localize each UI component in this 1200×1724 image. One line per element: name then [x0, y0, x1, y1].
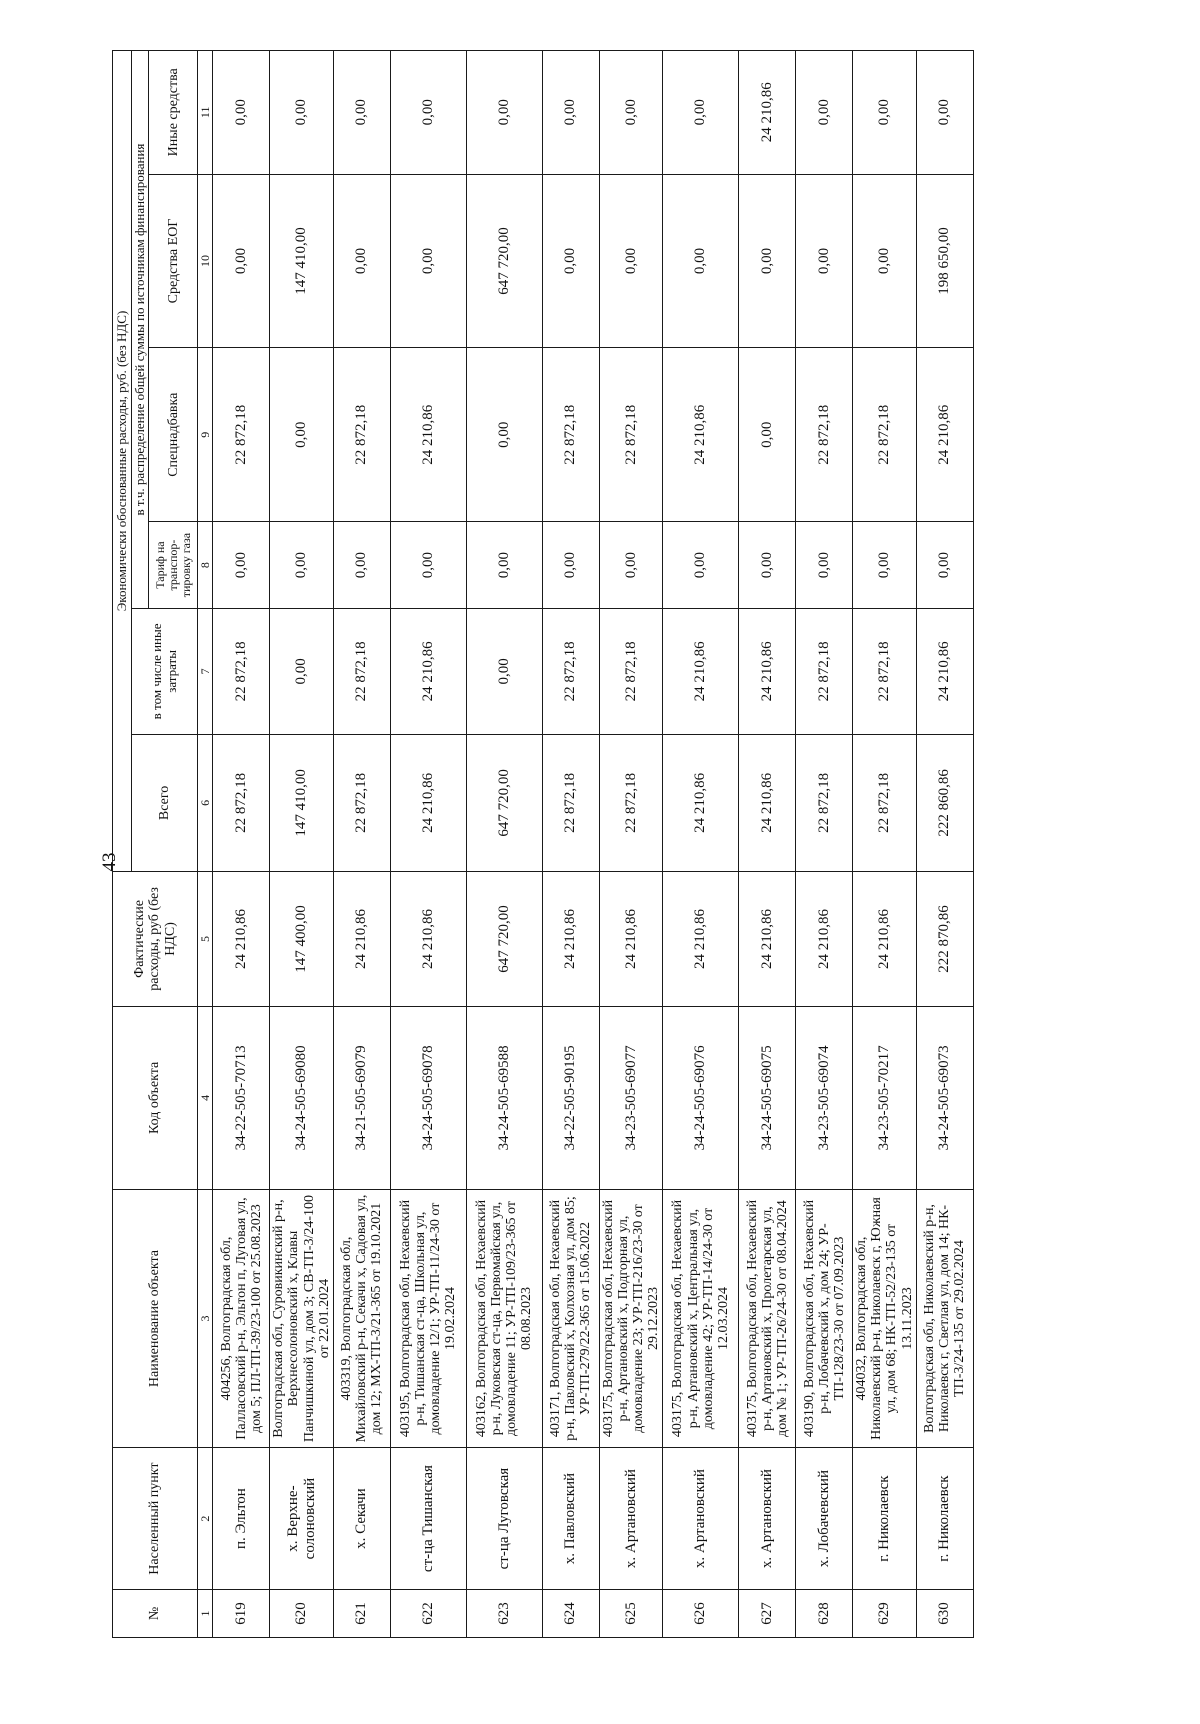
row-incl-other: 24 210,86 [390, 609, 466, 735]
row-special: 0,00 [739, 348, 796, 522]
row-special: 22 872,18 [599, 348, 662, 522]
column-number: 4 [198, 1006, 213, 1189]
row-actual-costs: 24 210,86 [739, 871, 796, 1006]
row-no: 621 [333, 1589, 390, 1637]
table-row [739, 51, 796, 1638]
row-eog: 198 650,00 [916, 174, 973, 348]
row-locality: х. Верхне-солоновский [270, 1448, 333, 1590]
row-special: 22 872,18 [213, 348, 270, 522]
row-object-name: 403319, Волгоградская обл, Михайловский р-н, Секачи х, Садовая ул, дом 12; МХ-ТП-3/21-365 от 19.10.2021 [333, 1189, 390, 1447]
row-locality: ст-ца Тишанская [390, 1448, 466, 1590]
header-tariff: Тариф на транспор-тировку газа [149, 522, 198, 609]
header-special: Спецнадбавка [149, 348, 198, 522]
header-total: Всего [132, 734, 198, 871]
table-row [213, 51, 270, 1638]
header-actual-costs: Фактические расходы, руб (без НДС) [113, 871, 198, 1006]
row-locality: х. Лобачевский [796, 1448, 853, 1590]
row-total: 22 872,18 [213, 734, 270, 871]
row-tariff: 0,00 [853, 522, 916, 609]
row-eog: 0,00 [853, 174, 916, 348]
table-row [466, 51, 542, 1638]
row-locality: х. Секачи [333, 1448, 390, 1590]
row-object-name: 403162, Волгоградская обл, Нехаевский р-н, Луковская ст-ца, Первомайская ул, домовладение 11; УР-ТП-109/23-365 от 08.08.2023 [466, 1189, 542, 1447]
row-incl-other: 0,00 [270, 609, 333, 735]
row-no: 625 [599, 1589, 662, 1637]
row-tariff: 0,00 [213, 522, 270, 609]
table-row [542, 51, 599, 1638]
row-actual-costs: 24 210,86 [796, 871, 853, 1006]
row-no: 629 [853, 1589, 916, 1637]
row-incl-other: 22 872,18 [213, 609, 270, 735]
row-total: 22 872,18 [333, 734, 390, 871]
row-object-name: Волгоградская обл, Суровикинский р-н, Верхнесолоновский х, Клавы Панчишкиной ул, дом 3; СВ-ТП-3/24-100 от 22.01.2024 [270, 1189, 333, 1447]
row-object-code: 34-23-505-69077 [599, 1006, 662, 1189]
header-eog: Средства ЕОГ [149, 174, 198, 348]
header-no: № [113, 1589, 198, 1637]
column-number: 9 [198, 348, 213, 522]
rotated-table-container [112, 50, 1200, 1638]
row-locality: х. Артановский [663, 1448, 739, 1590]
row-actual-costs: 222 870,86 [916, 871, 973, 1006]
header-object-name: Наименование объекта [113, 1189, 198, 1447]
row-locality: г. Николаевск [853, 1448, 916, 1590]
row-eog: 0,00 [542, 174, 599, 348]
table-row [853, 51, 916, 1638]
row-object-name: 403190, Волгоградская обл, Нехаевский р-н, Лобачевский х, дом 24; УР-ТП-128/23-30 от 07.09.2023 [796, 1189, 853, 1447]
column-number: 8 [198, 522, 213, 609]
row-object-code: 34-24-505-69073 [916, 1006, 973, 1189]
row-object-code: 34-24-505-69078 [390, 1006, 466, 1189]
column-number: 2 [198, 1448, 213, 1590]
row-other-funds: 0,00 [390, 51, 466, 175]
row-locality: ст-ца Луговская [466, 1448, 542, 1590]
row-special: 22 872,18 [853, 348, 916, 522]
row-actual-costs: 24 210,86 [390, 871, 466, 1006]
row-special: 24 210,86 [390, 348, 466, 522]
row-eog: 0,00 [213, 174, 270, 348]
row-actual-costs: 24 210,86 [599, 871, 662, 1006]
row-actual-costs: 24 210,86 [542, 871, 599, 1006]
row-tariff: 0,00 [390, 522, 466, 609]
row-total: 24 210,86 [663, 734, 739, 871]
column-number: 6 [198, 734, 213, 871]
header-object-code: Код объекта [113, 1006, 198, 1189]
column-number: 10 [198, 174, 213, 348]
row-object-code: 34-24-505-69588 [466, 1006, 542, 1189]
row-other-funds: 0,00 [599, 51, 662, 175]
column-number: 3 [198, 1189, 213, 1447]
row-special: 22 872,18 [333, 348, 390, 522]
row-total: 22 872,18 [599, 734, 662, 871]
row-other-funds: 24 210,86 [739, 51, 796, 175]
row-object-name: 404032, Волгоградская обл, Николаевский р-н, Николаевск г, Южная ул, дом 68; НК-ТП-52/23-135 от 13.11.2023 [853, 1189, 916, 1447]
row-special: 22 872,18 [542, 348, 599, 522]
row-locality: г. Николаевск [916, 1448, 973, 1590]
row-other-funds: 0,00 [270, 51, 333, 175]
table-row [333, 51, 390, 1638]
row-no: 620 [270, 1589, 333, 1637]
row-tariff: 0,00 [796, 522, 853, 609]
row-special: 0,00 [270, 348, 333, 522]
row-incl-other: 24 210,86 [916, 609, 973, 735]
row-tariff: 0,00 [270, 522, 333, 609]
row-object-code: 34-24-505-69080 [270, 1006, 333, 1189]
costs-table [112, 50, 974, 1638]
row-no: 623 [466, 1589, 542, 1637]
row-actual-costs: 24 210,86 [213, 871, 270, 1006]
row-incl-other: 22 872,18 [542, 609, 599, 735]
row-other-funds: 0,00 [466, 51, 542, 175]
row-object-code: 34-21-505-69079 [333, 1006, 390, 1189]
row-incl-other: 24 210,86 [739, 609, 796, 735]
row-incl-other: 22 872,18 [796, 609, 853, 735]
table-row [796, 51, 853, 1638]
row-object-name: Волгоградская обл, Николаевский р-н, Николаевск г, Светлая ул, дом 14; НК-ТП-3/24-135 от 29.02.2024 [916, 1189, 973, 1447]
row-eog: 147 410,00 [270, 174, 333, 348]
row-total: 24 210,86 [390, 734, 466, 871]
page-number: 43 [99, 852, 120, 872]
row-other-funds: 0,00 [796, 51, 853, 175]
row-incl-other: 22 872,18 [599, 609, 662, 735]
row-locality: х. Артановский [599, 1448, 662, 1590]
row-eog: 0,00 [796, 174, 853, 348]
header-other-funds: Иные средства [149, 51, 198, 175]
row-no: 626 [663, 1589, 739, 1637]
header-distribution: в т.ч. распределение общей суммы по источникам финансирования [132, 51, 149, 609]
row-actual-costs: 647 720,00 [466, 871, 542, 1006]
column-number: 5 [198, 871, 213, 1006]
header-incl-other: в том числе иные затраты [132, 609, 198, 735]
row-tariff: 0,00 [916, 522, 973, 609]
row-special: 22 872,18 [796, 348, 853, 522]
row-no: 624 [542, 1589, 599, 1637]
row-total: 24 210,86 [739, 734, 796, 871]
row-object-code: 34-22-505-90195 [542, 1006, 599, 1189]
column-number-row [198, 51, 213, 1638]
row-total: 22 872,18 [542, 734, 599, 871]
row-other-funds: 0,00 [542, 51, 599, 175]
row-tariff: 0,00 [466, 522, 542, 609]
row-object-code: 34-24-505-69076 [663, 1006, 739, 1189]
table-row [390, 51, 466, 1638]
row-special: 24 210,86 [663, 348, 739, 522]
row-object-name: 404256, Волгоградская обл, Палласовский р-н, Эльтон п, Луговая ул, дом 5; ПЛ-ТП-39/23-100 от 25.08.2023 [213, 1189, 270, 1447]
row-actual-costs: 24 210,86 [663, 871, 739, 1006]
row-other-funds: 0,00 [663, 51, 739, 175]
row-other-funds: 0,00 [213, 51, 270, 175]
row-actual-costs: 147 400,00 [270, 871, 333, 1006]
table-row [663, 51, 739, 1638]
row-locality: п. Эльтон [213, 1448, 270, 1590]
row-no: 630 [916, 1589, 973, 1637]
header-economic-group: Экономически обоснованные расходы, руб. (без НДС) [113, 51, 132, 872]
row-actual-costs: 24 210,86 [853, 871, 916, 1006]
row-eog: 647 720,00 [466, 174, 542, 348]
row-total: 647 720,00 [466, 734, 542, 871]
row-other-funds: 0,00 [853, 51, 916, 175]
table-row [270, 51, 333, 1638]
row-object-name: 403175, Волгоградская обл, Нехаевский р-н, Артановский х, Центральная ул, домовладение 42; УР-ТП-14/24-30 от 12.03.2024 [663, 1189, 739, 1447]
row-tariff: 0,00 [542, 522, 599, 609]
row-special: 24 210,86 [916, 348, 973, 522]
row-eog: 0,00 [739, 174, 796, 348]
row-tariff: 0,00 [333, 522, 390, 609]
row-total: 22 872,18 [853, 734, 916, 871]
row-object-code: 34-24-505-69075 [739, 1006, 796, 1189]
row-object-code: 34-23-505-69074 [796, 1006, 853, 1189]
row-locality: х. Артановский [739, 1448, 796, 1590]
row-eog: 0,00 [599, 174, 662, 348]
row-object-code: 34-23-505-70217 [853, 1006, 916, 1189]
table-row [599, 51, 662, 1638]
row-no: 627 [739, 1589, 796, 1637]
row-object-code: 34-22-505-70713 [213, 1006, 270, 1189]
column-number: 7 [198, 609, 213, 735]
header-locality: Населенный пункт [113, 1448, 198, 1590]
row-object-name: 403175, Волгоградская обл, Нехаевский р-н, Артановский х, Подгорная ул, домовладение 23; УР-ТП-216/23-30 от 29.12.2023 [599, 1189, 662, 1447]
table-row [916, 51, 973, 1638]
row-object-name: 403171, Волгоградская обл, Нехаевский р-н, Павловский х, Колхозная ул, дом 85; УР-ТП-279/22-365 от 15.06.2022 [542, 1189, 599, 1447]
row-eog: 0,00 [663, 174, 739, 348]
row-total: 222 860,86 [916, 734, 973, 871]
row-locality: х. Павловский [542, 1448, 599, 1590]
row-other-funds: 0,00 [333, 51, 390, 175]
row-actual-costs: 24 210,86 [333, 871, 390, 1006]
row-incl-other: 22 872,18 [333, 609, 390, 735]
row-object-name: 403195, Волгоградская обл, Нехаевский р-н, Тишанская ст-ца, Школьная ул, домовладение 12/1; УР-ТП-11/24-30 от 19.02.2024 [390, 1189, 466, 1447]
row-eog: 0,00 [333, 174, 390, 348]
row-incl-other: 24 210,86 [663, 609, 739, 735]
column-number: 1 [198, 1589, 213, 1637]
row-no: 619 [213, 1589, 270, 1637]
row-tariff: 0,00 [599, 522, 662, 609]
row-tariff: 0,00 [739, 522, 796, 609]
row-special: 0,00 [466, 348, 542, 522]
row-total: 147 410,00 [270, 734, 333, 871]
row-other-funds: 0,00 [916, 51, 973, 175]
row-no: 628 [796, 1589, 853, 1637]
row-object-name: 403175, Волгоградская обл, Нехаевский р-н, Артановский х, Пролетарская ул, дом № 1; УР-ТП-26/24-30 от 08.04.2024 [739, 1189, 796, 1447]
row-tariff: 0,00 [663, 522, 739, 609]
row-total: 22 872,18 [796, 734, 853, 871]
row-no: 622 [390, 1589, 466, 1637]
row-incl-other: 22 872,18 [853, 609, 916, 735]
row-incl-other: 0,00 [466, 609, 542, 735]
row-eog: 0,00 [390, 174, 466, 348]
column-number: 11 [198, 51, 213, 175]
